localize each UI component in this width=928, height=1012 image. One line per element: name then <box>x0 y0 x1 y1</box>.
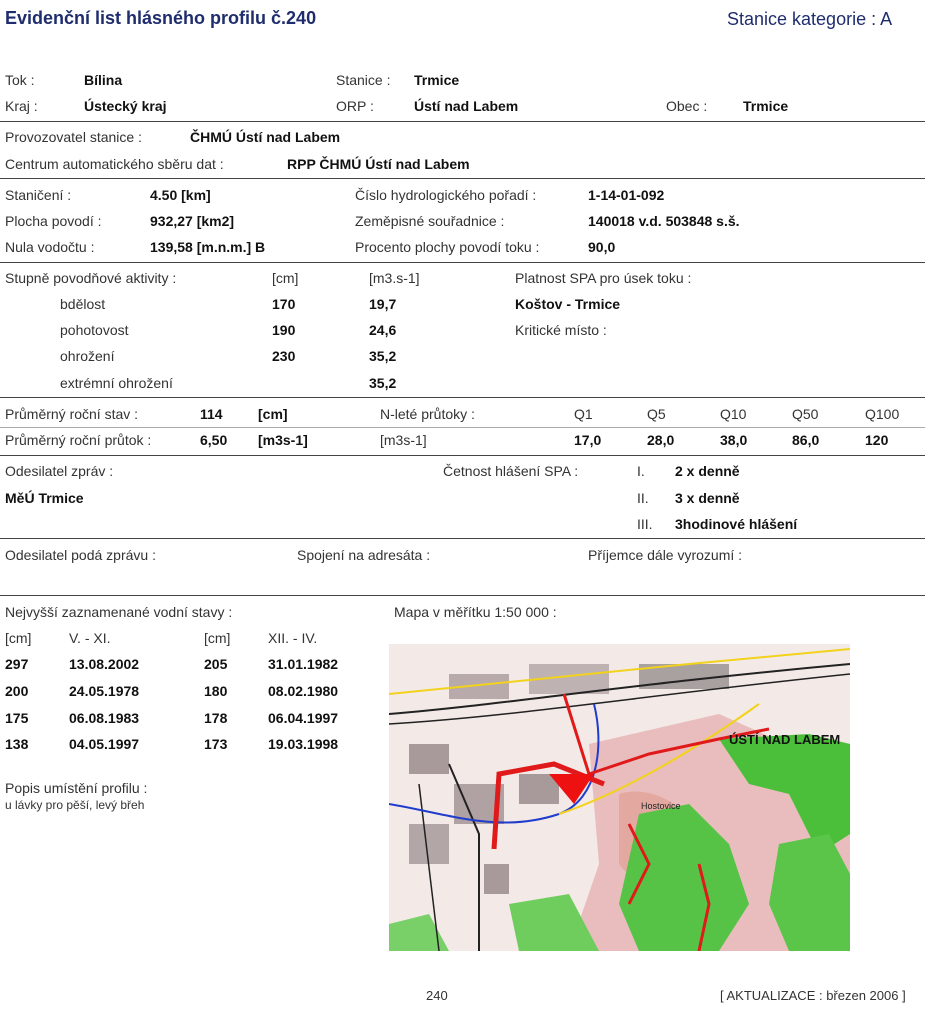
map-drawing <box>389 644 850 951</box>
prijemce-label: Příjemce dále vyrozumí : <box>588 547 743 563</box>
cetnost-text: 3 x denně <box>675 490 740 506</box>
spa-level-name: bdělost <box>60 296 106 312</box>
spa-level-q: 24,6 <box>369 322 397 338</box>
page-number: 240 <box>426 988 448 1003</box>
divider <box>0 595 925 596</box>
record-cm1: 200 <box>5 683 29 699</box>
provozovatel-label: Provozovatel stanice : <box>5 129 142 145</box>
records-col-period2: XII. - IV. <box>268 630 318 646</box>
obec-value: Trmice <box>743 98 789 114</box>
spojeni-label: Spojení na adresáta : <box>297 547 431 563</box>
popis-label: Popis umístění profilu : <box>5 780 148 796</box>
cetnost-num: III. <box>637 516 653 532</box>
map-city-label: ÚSTÍ NAD LABEM <box>729 732 841 747</box>
spa-level-q: 35,2 <box>369 348 397 364</box>
centrum-value: RPP ČHMÚ Ústí nad Labem <box>287 156 470 172</box>
record-date2: 06.04.1997 <box>268 710 339 726</box>
record-cm2: 180 <box>204 683 228 699</box>
divider <box>0 397 925 398</box>
souradnice-label: Zeměpisné souřadnice : <box>355 213 505 229</box>
spa-col-m3: [m3.s-1] <box>369 270 420 286</box>
stanice-value: Trmice <box>414 72 460 88</box>
q-value: 17,0 <box>574 432 602 448</box>
station-category: Stanice kategorie : A <box>727 9 893 29</box>
map-place-label: Hostovice <box>641 801 681 811</box>
divider <box>0 538 925 539</box>
record-cm2: 178 <box>204 710 228 726</box>
location-map <box>389 644 850 951</box>
q-value: 38,0 <box>720 432 748 448</box>
kriticke-label: Kritické místo : <box>515 322 607 338</box>
centrum-label: Centrum automatického sběru dat : <box>5 156 224 172</box>
record-cm2: 205 <box>204 656 228 672</box>
plocha-value: 932,27 [km2] <box>150 213 235 229</box>
divider <box>0 262 925 263</box>
divider <box>0 178 925 179</box>
stanice-label: Stanice : <box>336 72 391 88</box>
cetnost-num: II. <box>637 490 649 506</box>
staniceni-label: Staničení : <box>5 187 72 203</box>
divider <box>0 427 925 428</box>
record-date1: 24.05.1978 <box>69 683 140 699</box>
platnost-value: Koštov - Trmice <box>515 296 621 312</box>
q-value: 28,0 <box>647 432 675 448</box>
obec-label: Obec : <box>666 98 708 114</box>
q-value: 86,0 <box>792 432 820 448</box>
kraj-label: Kraj : <box>5 98 38 114</box>
stav-value: 114 <box>200 406 223 422</box>
cetnost-label: Četnost hlášení SPA : <box>443 463 579 479</box>
record-cm2: 173 <box>204 736 228 752</box>
spa-heading: Stupně povodňové aktivity : <box>5 270 177 286</box>
spa-level-cm: 170 <box>272 296 296 312</box>
records-col-cm2: [cm] <box>204 630 231 646</box>
record-date1: 13.08.2002 <box>69 656 140 672</box>
cetnost-text: 3hodinové hlášení <box>675 516 798 532</box>
record-cm1: 175 <box>5 710 29 726</box>
cetnost-text: 2 x denně <box>675 463 740 479</box>
kraj-value: Ústecký kraj <box>84 98 167 114</box>
record-date2: 31.01.1982 <box>268 656 339 672</box>
record-cm1: 297 <box>5 656 29 672</box>
record-date1: 04.05.1997 <box>69 736 140 752</box>
record-cm1: 138 <box>5 736 29 752</box>
q-header: Q100 <box>865 406 900 422</box>
record-date2: 19.03.1998 <box>268 736 339 752</box>
q-header: Q5 <box>647 406 666 422</box>
plocha-label: Plocha povodí : <box>5 213 102 229</box>
procento-value: 90,0 <box>588 239 616 255</box>
page-title: Evidenční list hlásného profilu č.240 <box>5 8 317 28</box>
cislo-value: 1-14-01-092 <box>588 187 665 203</box>
spa-level-name: ohrožení <box>60 348 115 364</box>
q-header: Q50 <box>792 406 819 422</box>
stav-label: Průměrný roční stav : <box>5 406 139 422</box>
platnost-label: Platnost SPA pro úsek toku : <box>515 270 692 286</box>
spa-level-cm: 230 <box>272 348 296 364</box>
spa-level-name: extrémní ohrožení <box>60 375 173 391</box>
odesilatel-value: MěÚ Trmice <box>5 490 84 506</box>
souradnice-value: 140018 v.d. 503848 s.š. <box>588 213 740 229</box>
orp-value: Ústí nad Labem <box>414 98 519 114</box>
records-col-cm1: [cm] <box>5 630 32 646</box>
popis-value: u lávky pro pěší, levý břeh <box>5 798 145 812</box>
nlete-label: N-leté průtoky : <box>380 406 475 422</box>
spa-level-q: 35,2 <box>369 375 397 391</box>
cetnost-num: I. <box>637 463 645 479</box>
nula-value: 139,58 [m.n.m.] B <box>150 239 266 255</box>
divider <box>0 121 925 122</box>
prutok-label: Průměrný roční průtok : <box>5 432 152 448</box>
spa-level-q: 19,7 <box>369 296 397 312</box>
tok-label: Tok : <box>5 72 35 88</box>
procento-label: Procento plochy povodí toku : <box>355 239 540 255</box>
spa-col-cm: [cm] <box>272 270 299 286</box>
nlete-unit: [m3s-1] <box>380 432 427 448</box>
record-date1: 06.08.1983 <box>69 710 140 726</box>
spa-level-cm: 190 <box>272 322 296 338</box>
q-header: Q1 <box>574 406 593 422</box>
record-date2: 08.02.1980 <box>268 683 339 699</box>
update-note: [ AKTUALIZACE : březen 2006 ] <box>720 988 906 1003</box>
records-heading: Nejvyšší zaznamenané vodní stavy : <box>5 604 233 620</box>
odesilatel-label: Odesilatel zpráv : <box>5 463 114 479</box>
tok-value: Bílina <box>84 72 123 88</box>
poda-label: Odesilatel podá zprávu : <box>5 547 156 563</box>
cislo-label: Číslo hydrologického pořadí : <box>355 187 537 203</box>
nula-label: Nula vodočtu : <box>5 239 95 255</box>
map-label: Mapa v měřítku 1:50 000 : <box>394 604 557 620</box>
divider <box>0 455 925 456</box>
provozovatel-value: ČHMÚ Ústí nad Labem <box>190 129 341 145</box>
records-col-period1: V. - XI. <box>69 630 111 646</box>
spa-level-name: pohotovost <box>60 322 129 338</box>
q-header: Q10 <box>720 406 747 422</box>
orp-label: ORP : <box>336 98 374 114</box>
staniceni-value: 4.50 [km] <box>150 187 211 203</box>
stav-unit: [cm] <box>258 406 288 422</box>
prutok-value: 6,50 <box>200 432 228 448</box>
prutok-unit: [m3s-1] <box>258 432 308 448</box>
q-value: 120 <box>865 432 889 448</box>
